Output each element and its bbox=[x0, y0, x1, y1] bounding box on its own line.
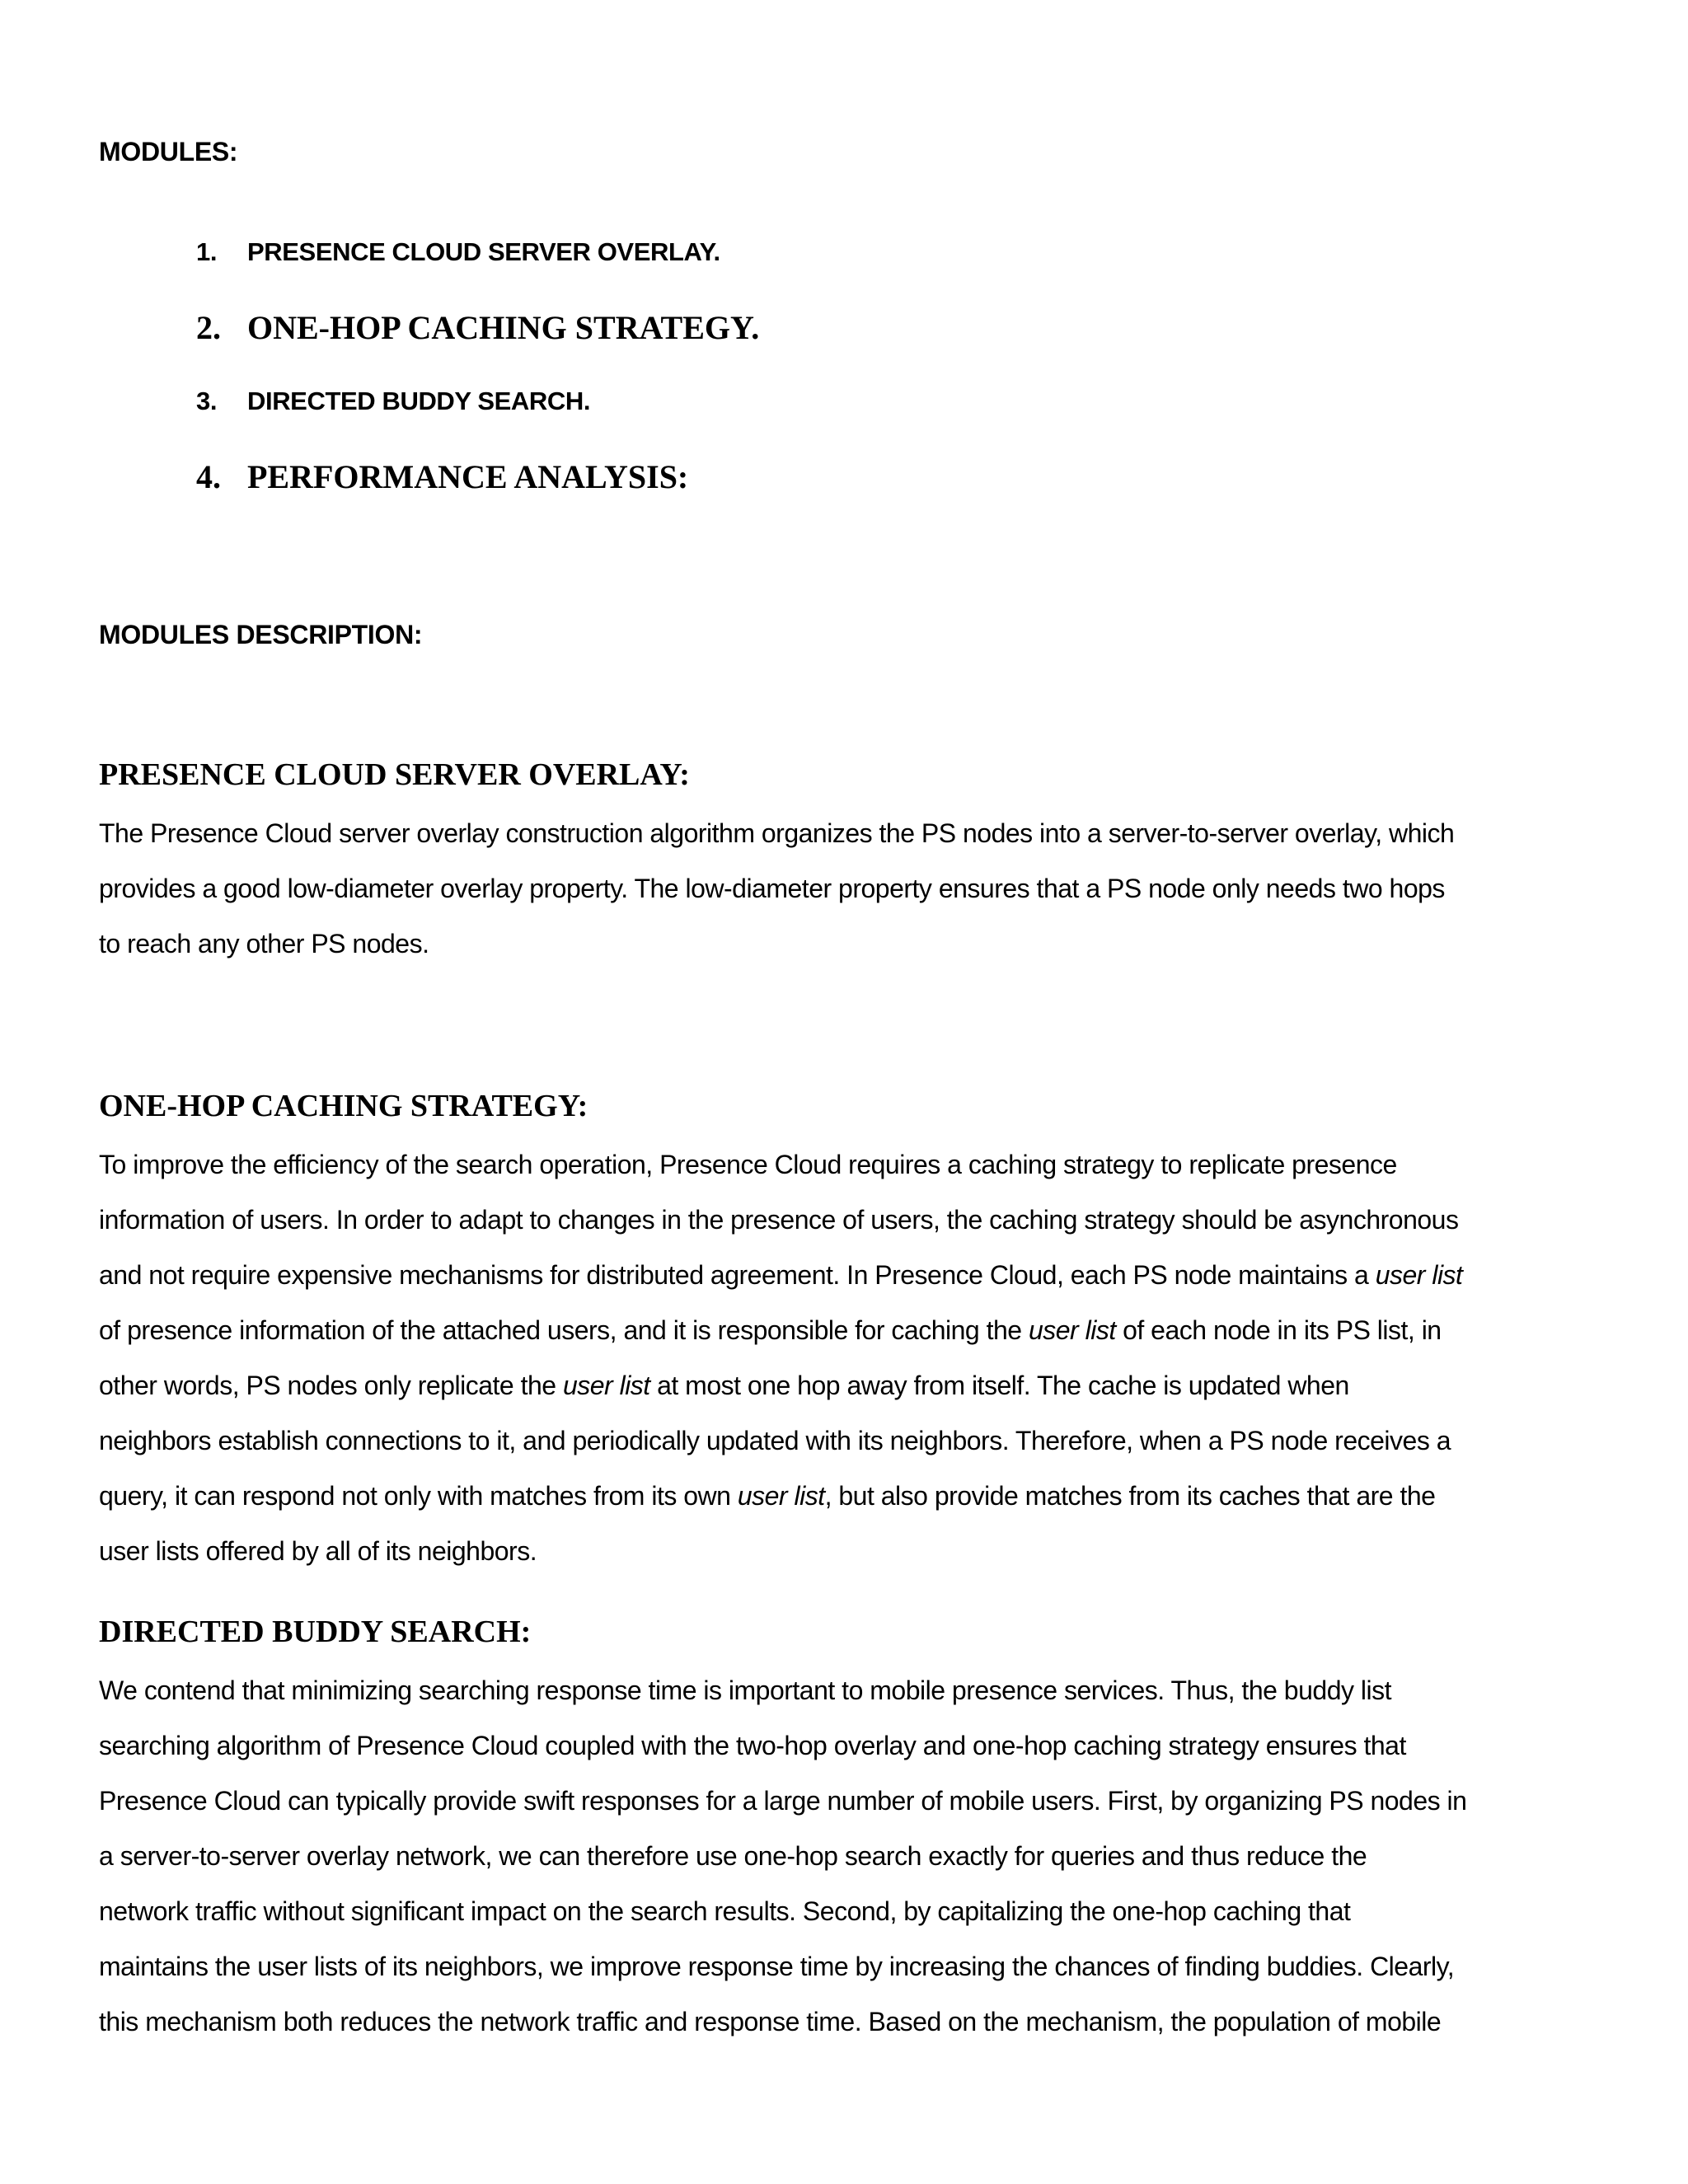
text-line: this mechanism both reduces the network traffic and response time. Based on the mechanism, the population of mobile bbox=[99, 2007, 1442, 2036]
module-item-label: DIRECTED BUDDY SEARCH. bbox=[247, 387, 591, 415]
module-item-3 bbox=[196, 387, 590, 416]
text-run: at most one hop away from itself. The cache is updated when bbox=[649, 1371, 1349, 1400]
section-title-caching: ONE-HOP CACHING STRATEGY: bbox=[99, 1089, 588, 1123]
text-line: network traffic without significant impact on the search results. Second, by capitalizing the one-hop caching that bbox=[99, 1896, 1351, 1926]
text-line bbox=[99, 1248, 1582, 1303]
section-title-overlay: PRESENCE CLOUD SERVER OVERLAY: bbox=[99, 757, 690, 792]
section-body-overlay bbox=[99, 806, 1582, 972]
text-run: other words, PS nodes only replicate the bbox=[99, 1371, 563, 1400]
module-item-number: 1. bbox=[196, 237, 218, 266]
module-item-number: 4. bbox=[196, 458, 221, 495]
module-item-2 bbox=[196, 308, 759, 347]
italic-term: user list bbox=[737, 1481, 825, 1511]
italic-term: user list bbox=[562, 1371, 650, 1400]
modules-description-heading: MODULES DESCRIPTION: bbox=[99, 620, 423, 649]
text-run: and not require expensive mechanisms for distributed agreement. In Presence Cloud, each PS node maintains a bbox=[99, 1260, 1376, 1290]
text-line: maintains the user lists of its neighbors, we improve response time by increasing the chances of finding buddies. Clearly, bbox=[99, 1952, 1455, 1981]
text-line: neighbors establish connections to it, and periodically updated with its neighbors. Therefore, when a PS node receives a bbox=[99, 1426, 1451, 1455]
text-run: of each node in its PS list, in bbox=[1115, 1315, 1442, 1345]
section-title-buddy-search: DIRECTED BUDDY SEARCH: bbox=[99, 1615, 532, 1649]
section-body-caching bbox=[99, 1137, 1582, 1579]
text-run: query, it can respond not only with matches from its own bbox=[99, 1481, 738, 1511]
modules-heading: MODULES: bbox=[99, 137, 238, 166]
text-line: Presence Cloud can typically provide swift responses for a large number of mobile users. First, by organizing PS nodes in bbox=[99, 1786, 1467, 1816]
module-item-4 bbox=[196, 457, 688, 496]
text-line: user lists offered by all of its neighbors. bbox=[99, 1536, 537, 1566]
module-item-1 bbox=[196, 237, 720, 267]
text-line: We contend that minimizing searching response time is important to mobile presence services. Thus, the buddy list bbox=[99, 1675, 1391, 1705]
text-line: a server-to-server overlay network, we can therefore use one-hop search exactly for queries and thus reduce the bbox=[99, 1841, 1367, 1871]
text-line: information of users. In order to adapt to changes in the presence of users, the caching strategy should be asynchronous bbox=[99, 1205, 1459, 1235]
text-line: to reach any other PS nodes. bbox=[99, 929, 429, 958]
text-run: , but also provide matches from its caches that are the bbox=[824, 1481, 1436, 1511]
section-body-buddy-search bbox=[99, 1663, 1582, 2050]
module-item-number: 2. bbox=[196, 309, 221, 346]
text-run: of presence information of the attached users, and it is responsible for caching the bbox=[99, 1315, 1029, 1345]
italic-term: user list bbox=[1028, 1315, 1116, 1345]
text-line: To improve the efficiency of the search operation, Presence Cloud requires a caching strategy to replicate presence bbox=[99, 1150, 1397, 1179]
text-line bbox=[99, 1469, 1582, 1524]
module-item-label: PRESENCE CLOUD SERVER OVERLAY. bbox=[247, 237, 720, 266]
module-item-number: 3. bbox=[196, 387, 218, 415]
text-line: provides a good low-diameter overlay property. The low-diameter property ensures that a PS node only needs two hops bbox=[99, 874, 1445, 903]
module-item-label: PERFORMANCE ANALYSIS: bbox=[247, 458, 689, 495]
text-line: searching algorithm of Presence Cloud coupled with the two-hop overlay and one-hop caching strategy ensures that bbox=[99, 1731, 1406, 1760]
italic-term: user list bbox=[1375, 1260, 1463, 1290]
module-item-label: ONE-HOP CACHING STRATEGY. bbox=[247, 309, 760, 346]
text-line bbox=[99, 1358, 1582, 1413]
text-line: The Presence Cloud server overlay construction algorithm organizes the PS nodes into a server-to-server overlay, which bbox=[99, 818, 1455, 848]
text-line bbox=[99, 1303, 1582, 1358]
